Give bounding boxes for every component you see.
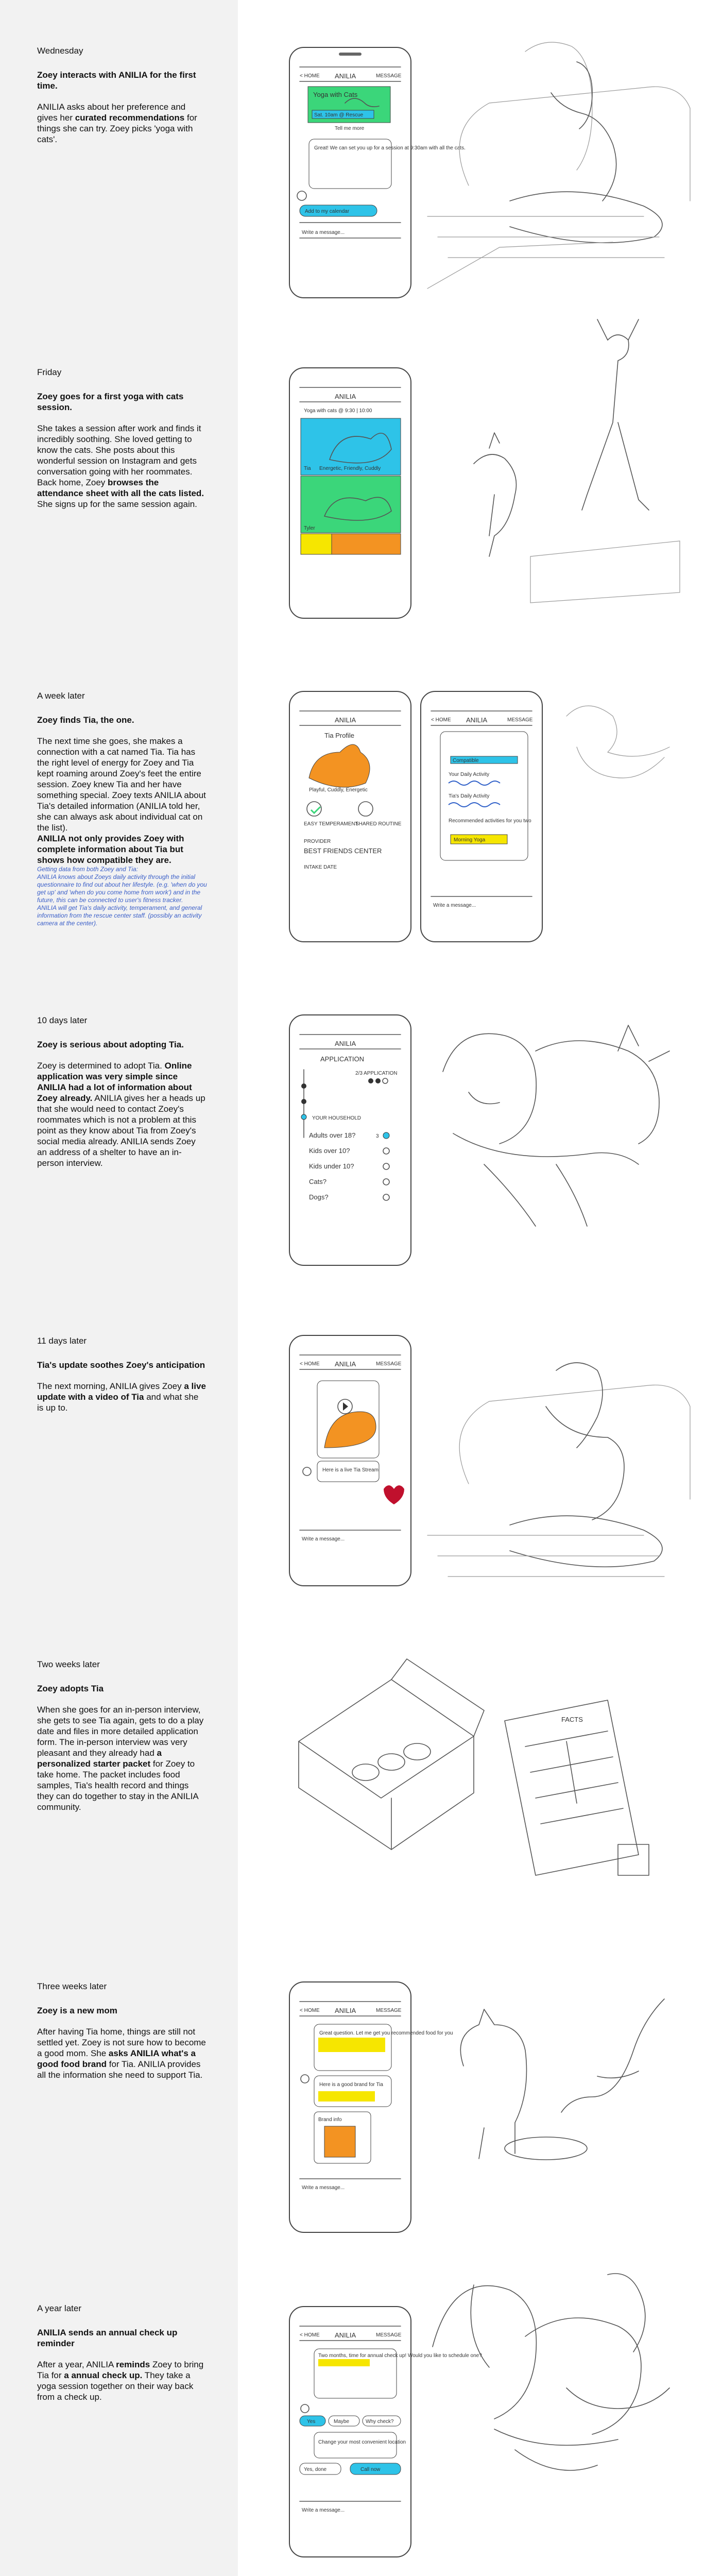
svg-text:Great question. Let me get you: Great question. Let me get you recommended food for you bbox=[319, 2030, 453, 2036]
svg-text:MESSAGE: MESSAGE bbox=[376, 2332, 402, 2338]
svg-text:ANILIA: ANILIA bbox=[335, 1040, 356, 1047]
yoga-with-cat-sketch bbox=[453, 309, 690, 618]
svg-text:Tyler: Tyler bbox=[304, 526, 315, 531]
cat-eating-sketch bbox=[433, 1984, 690, 2200]
story-section-two-weeks bbox=[37, 1659, 207, 1812]
svg-text:Tia's Daily Activity: Tia's Daily Activity bbox=[449, 793, 490, 799]
section-time: Three weeks later bbox=[37, 1981, 107, 1991]
svg-text:PROVIDER: PROVIDER bbox=[304, 839, 331, 844]
svg-text:Tia: Tia bbox=[304, 466, 311, 471]
svg-text:Playful, Cuddly, Energetic: Playful, Cuddly, Energetic bbox=[309, 787, 368, 793]
woman-on-sofa-sketch bbox=[407, 31, 695, 299]
svg-text:Write a message...: Write a message... bbox=[302, 2507, 345, 2513]
section-time: Wednesday bbox=[37, 46, 83, 56]
section-body: When she goes for an in-person interview, she gets to see Tia again, gets to do a play date and files in more detailed application form. The in-person interview was very pleasant and they already had a personalized starter packet for Zoey to take home. The packet includes food samples, Tia's health record and things they can do together to stay in the ANILIA community. bbox=[37, 1705, 204, 1812]
data-note: Getting data from both Zoey and Tia: ANILIA knows about Zoeys daily activity through the initial questionnaire to find out about her lifestyle. (e.g. 'when do you get up' and 'when do you come home from work') and in the future, this can be connected to user's fitness tracker. ANILIA will get Tia's daily activity, temperament, and general information from the rescue center staff. (possibly an activity camera at the center). bbox=[37, 866, 207, 927]
svg-text:ANILIA: ANILIA bbox=[335, 716, 356, 724]
section-headline: Zoey interacts with ANILIA for the first time. bbox=[37, 70, 196, 91]
svg-text:Change your most convenient lo: Change your most convenient location bbox=[318, 2439, 406, 2445]
svg-text:< HOME: < HOME bbox=[431, 717, 451, 723]
svg-text:Brand info: Brand info bbox=[318, 2117, 342, 2123]
svg-text:ANILIA: ANILIA bbox=[335, 1360, 356, 1368]
phone-sketch-compatibility bbox=[420, 690, 543, 943]
section-headline: Zoey adopts Tia bbox=[37, 1684, 104, 1693]
svg-text:MESSAGE: MESSAGE bbox=[507, 717, 533, 723]
phone-sketch-application bbox=[288, 1014, 412, 1266]
svg-text:Yes: Yes bbox=[307, 2419, 316, 2425]
svg-text:ANILIA: ANILIA bbox=[335, 2331, 356, 2339]
svg-text:Write a message...: Write a message... bbox=[433, 903, 476, 908]
phone-sketch-food-brand bbox=[288, 1981, 453, 2233]
section-headline: ANILIA sends an annual check up reminder bbox=[37, 2328, 178, 2348]
section-body: She takes a session after work and finds it incredibly soothing. She loved getting to know the cats. She posts about this wonderful session on Instagram and gets conversation going with her roommates. Back home, Zoey browses the attendance sheet with all the cats listed. She signs up for the same session again. bbox=[37, 423, 204, 509]
svg-text:Yoga with cats @ 9:30 | 10:00: Yoga with cats @ 9:30 | 10:00 bbox=[304, 408, 372, 414]
svg-text:Maybe: Maybe bbox=[334, 2419, 350, 2425]
section-headline: Zoey is serious about adopting Tia. bbox=[37, 1040, 184, 1049]
section-time: 10 days later bbox=[37, 1015, 88, 1025]
svg-text:Your Daily Activity: Your Daily Activity bbox=[449, 772, 490, 777]
story-section-three-weeks bbox=[37, 1981, 207, 2080]
starter-packet-sketch bbox=[288, 1649, 690, 1906]
svg-text:EASY TEMPERAMENT: EASY TEMPERAMENT bbox=[304, 821, 358, 827]
section-time: Two weeks later bbox=[37, 1659, 100, 1669]
svg-text:Recommended activities for you: Recommended activities for you two bbox=[449, 818, 531, 824]
svg-text:Morning Yoga: Morning Yoga bbox=[454, 837, 486, 843]
svg-text:Write a message...: Write a message... bbox=[302, 1536, 345, 1542]
svg-text:Great! We can set you up for a: Great! We can set you up for a session at 9:30am with all the cats. bbox=[314, 145, 466, 151]
svg-text:INTAKE DATE: INTAKE DATE bbox=[304, 865, 337, 870]
svg-text:Yoga with Cats: Yoga with Cats bbox=[313, 91, 358, 98]
phone-sketch-check-up bbox=[288, 2306, 482, 2558]
story-section-friday bbox=[37, 367, 207, 510]
svg-text:< HOME: < HOME bbox=[300, 1361, 320, 1367]
story-section-11-days bbox=[37, 1335, 207, 1413]
svg-text:Write a message...: Write a message... bbox=[302, 230, 345, 235]
svg-text:APPLICATION: APPLICATION bbox=[320, 1055, 365, 1063]
svg-text:2/3 APPLICATION: 2/3 APPLICATION bbox=[355, 1071, 398, 1076]
svg-text:Call now: Call now bbox=[360, 2467, 381, 2472]
section-body: Zoey is determined to adopt Tia. Online application was very simple since ANILIA had a lot of information about Zoey already. ANILIA gives her a heads up that she would need to contact Zoey's roommates which is not a problem at this point as they know about Tia from Zoey's social media already. ANILIA sends Zoey an address of a shelter to have an in-person interview. bbox=[37, 1061, 205, 1168]
svg-text:< HOME: < HOME bbox=[300, 2008, 320, 2013]
woman-with-cat-sketch-light bbox=[546, 685, 695, 809]
story-section-10-days bbox=[37, 1015, 207, 1168]
svg-text:ANILIA: ANILIA bbox=[335, 393, 356, 400]
svg-text:< HOME: < HOME bbox=[300, 2332, 320, 2338]
svg-text:SHARED ROUTINE: SHARED ROUTINE bbox=[355, 821, 402, 827]
svg-text:Here is a good brand for Tia: Here is a good brand for Tia bbox=[319, 2082, 383, 2088]
section-time: Friday bbox=[37, 367, 62, 377]
svg-text:Energetic, Friendly, Cuddly: Energetic, Friendly, Cuddly bbox=[319, 466, 381, 471]
phone-sketch-live-update bbox=[288, 1334, 412, 1587]
svg-text:3: 3 bbox=[376, 1133, 379, 1139]
story-section-wednesday bbox=[37, 45, 207, 145]
section-body: The next time she goes, she makes a connection with a cat named Tia. Tia has the right level of energy for Zoey and Tia kept roaming around Zoey's feet the entire session. Zoey knew Tia and her have something special. Zoey texts ANILIA about Tia's detailed information (ANILIA told her, she can always ask about individual cat on the list). ANILIA not only provides Zoey with complete information about Tia but shows how compatible they are. bbox=[37, 736, 206, 865]
svg-text:< HOME: < HOME bbox=[300, 73, 320, 79]
phone-sketch-recommendations bbox=[288, 46, 466, 299]
svg-text:Dogs?: Dogs? bbox=[309, 1193, 329, 1201]
section-time: A week later bbox=[37, 691, 85, 701]
svg-text:Add to my calendar: Add to my calendar bbox=[305, 209, 350, 214]
svg-text:YOUR HOUSEHOLD: YOUR HOUSEHOLD bbox=[312, 1115, 362, 1121]
svg-text:Here is a live Tia Stream: Here is a live Tia Stream bbox=[322, 1467, 379, 1473]
section-body: ANILIA asks about her preference and gives her curated recommendations for things she can try. Zoey picks 'yoga with cats'. bbox=[37, 102, 197, 144]
svg-text:MESSAGE: MESSAGE bbox=[376, 73, 402, 79]
section-headline: Tia's update soothes Zoey's anticipation bbox=[37, 1360, 205, 1370]
section-body: After a year, ANILIA reminds Zoey to bring Tia for a annual check up. They take a yoga session together on their way back from a check up. bbox=[37, 2360, 204, 2402]
svg-text:Write a message...: Write a message... bbox=[302, 2185, 345, 2191]
section-time: 11 days later bbox=[37, 1336, 87, 1346]
section-headline: Zoey goes for a first yoga with cats session. bbox=[37, 392, 184, 412]
svg-text:Sat. 10am @ Rescue: Sat. 10am @ Rescue bbox=[314, 112, 364, 118]
svg-text:ANILIA: ANILIA bbox=[335, 2007, 356, 2014]
svg-text:Cats?: Cats? bbox=[309, 1178, 326, 1185]
vet-check-up-sketch bbox=[412, 2254, 695, 2543]
section-body: The next morning, ANILIA gives Zoey a live update with a video of Tia and what she is up to. bbox=[37, 1381, 206, 1413]
woman-hugging-cat-sketch bbox=[422, 1010, 690, 1236]
section-headline: Zoey finds Tia, the one. bbox=[37, 715, 134, 725]
svg-text:ANILIA: ANILIA bbox=[335, 72, 356, 80]
svg-text:Yes, done: Yes, done bbox=[304, 2467, 327, 2472]
section-body: After having Tia home, things are still not settled yet. Zoey is not sure how to become a good mom. She asks ANILIA what's a good food brand for Tia. ANILIA provides all the information she need to support Tia. bbox=[37, 2027, 206, 2080]
svg-text:Tell me more: Tell me more bbox=[335, 126, 365, 131]
svg-text:Compatible: Compatible bbox=[453, 758, 479, 764]
svg-text:MESSAGE: MESSAGE bbox=[376, 1361, 402, 1367]
svg-text:Kids over 10?: Kids over 10? bbox=[309, 1147, 350, 1155]
svg-text:FACTS: FACTS bbox=[561, 1716, 583, 1723]
svg-text:MESSAGE: MESSAGE bbox=[376, 2008, 402, 2013]
svg-text:Adults over 18?: Adults over 18? bbox=[309, 1131, 356, 1139]
svg-text:ANILIA: ANILIA bbox=[466, 716, 488, 724]
svg-text:Why check?: Why check? bbox=[366, 2419, 394, 2425]
svg-text:BEST FRIENDS CENTER: BEST FRIENDS CENTER bbox=[304, 847, 382, 855]
section-headline: Zoey is a new mom bbox=[37, 2006, 117, 2015]
story-section-year-later bbox=[37, 2303, 207, 2402]
woman-reading-phone-sketch bbox=[407, 1329, 695, 1587]
svg-text:Tia Profile: Tia Profile bbox=[324, 732, 355, 739]
svg-text:Two months, time for annual ch: Two months, time for annual check up! Would you like to schedule one? bbox=[318, 2353, 482, 2359]
story-section-week-later bbox=[37, 690, 207, 927]
phone-sketch-tia-profile bbox=[288, 690, 412, 943]
section-time: A year later bbox=[37, 2303, 81, 2313]
phone-sketch-attendance bbox=[288, 367, 412, 619]
svg-text:Kids under 10?: Kids under 10? bbox=[309, 1162, 354, 1170]
